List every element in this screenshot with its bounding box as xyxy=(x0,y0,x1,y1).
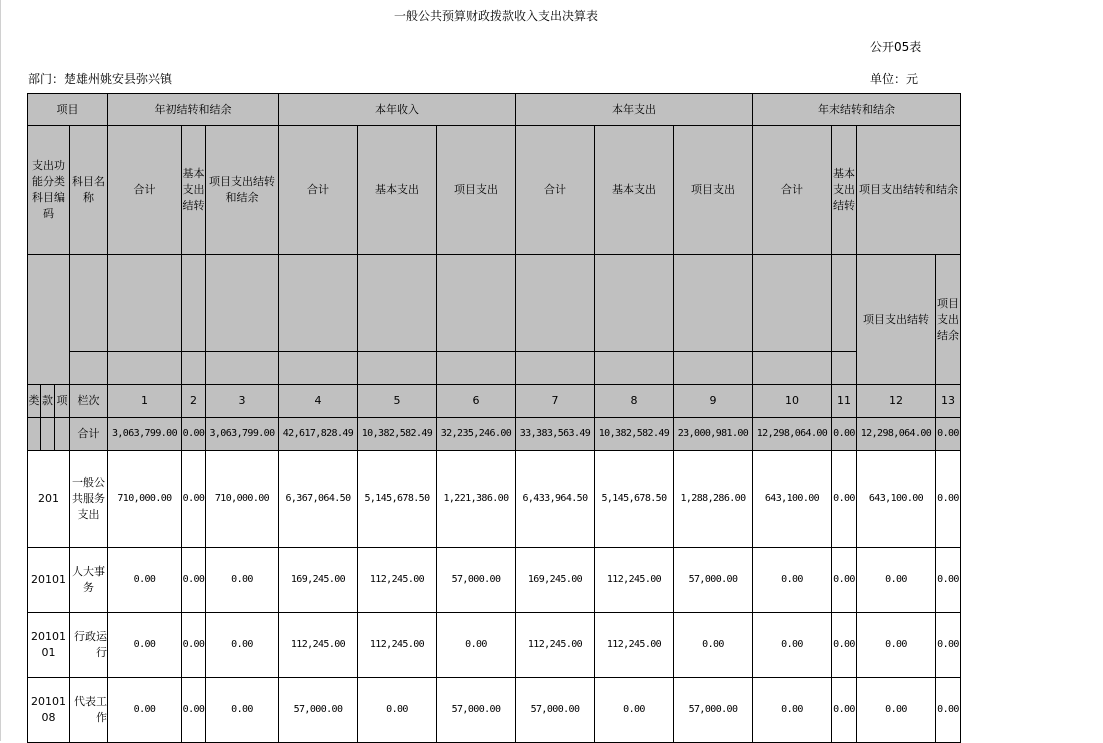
table-row xyxy=(28,613,961,678)
cell-value: 643,100.00 xyxy=(753,451,832,548)
cell-value: 710,000.00 xyxy=(108,451,182,548)
header-subject-name: 科目名称 xyxy=(70,126,108,255)
cell-value: 57,000.00 xyxy=(437,678,516,743)
col-number: 4 xyxy=(279,385,358,418)
header-income-basic: 基本支出 xyxy=(358,126,437,255)
col-number: 10 xyxy=(753,385,832,418)
unit-label: 单位：元 xyxy=(870,72,919,86)
row-code: 2010108 xyxy=(28,678,70,743)
col-number: 13 xyxy=(936,385,961,418)
cell-value: 5,145,678.50 xyxy=(358,451,437,548)
cell-value: 12,298,064.00 xyxy=(857,418,936,451)
department-label: 部门：楚雄州姚安县弥兴镇 xyxy=(28,72,173,86)
cell-value: 112,245.00 xyxy=(358,548,437,613)
cell-value: 42,617,828.49 xyxy=(279,418,358,451)
cell-value: 0.00 xyxy=(108,548,182,613)
header-row-1 xyxy=(28,94,961,126)
cell-value: 6,433,964.50 xyxy=(516,451,595,548)
cell-value: 0.00 xyxy=(206,678,279,743)
header-income-proj: 项目支出 xyxy=(437,126,516,255)
header-row-3 xyxy=(28,255,961,352)
cell-value: 112,245.00 xyxy=(595,613,674,678)
cell-value: 57,000.00 xyxy=(437,548,516,613)
cell-value: 112,245.00 xyxy=(279,613,358,678)
row-name: 合计 xyxy=(70,418,108,451)
header-income: 本年收入 xyxy=(279,94,516,126)
table-row xyxy=(28,678,961,743)
header-col-seq: 栏次 xyxy=(70,385,108,418)
header-proj-surplus: 项目支出结余 xyxy=(936,255,961,385)
cell-value: 112,245.00 xyxy=(595,548,674,613)
cell-value: 0.00 xyxy=(595,678,674,743)
cell-value: 112,245.00 xyxy=(516,613,595,678)
col-number: 3 xyxy=(206,385,279,418)
table-row xyxy=(28,548,961,613)
cell-value: 0.00 xyxy=(936,418,961,451)
report-table xyxy=(27,93,961,743)
cell-value: 3,063,799.00 xyxy=(108,418,182,451)
cell-value: 57,000.00 xyxy=(674,548,753,613)
header-closing-proj-carry: 项目支出结转和结余 xyxy=(857,126,961,255)
cell-value: 0.00 xyxy=(857,548,936,613)
cell-value: 57,000.00 xyxy=(674,678,753,743)
header-expense: 本年支出 xyxy=(516,94,753,126)
row-code: 201 xyxy=(28,451,70,548)
col-number: 7 xyxy=(516,385,595,418)
header-closing: 年末结转和结余 xyxy=(753,94,961,126)
cell-value: 0.00 xyxy=(832,678,857,743)
row-name: 代表工作 xyxy=(70,678,108,743)
cell-value: 1,221,386.00 xyxy=(437,451,516,548)
cell-value: 112,245.00 xyxy=(358,613,437,678)
cell-value: 0.00 xyxy=(108,613,182,678)
cell-value: 23,000,981.00 xyxy=(674,418,753,451)
cell-value: 0.00 xyxy=(753,613,832,678)
cell-value: 0.00 xyxy=(832,613,857,678)
header-closing-basic-carry: 基本支出结转 xyxy=(832,126,857,255)
cell-value: 0.00 xyxy=(108,678,182,743)
cell-value: 3,063,799.00 xyxy=(206,418,279,451)
col-number: 11 xyxy=(832,385,857,418)
table-row-total xyxy=(28,418,961,451)
header-proj-carry-sub: 项目支出结转 xyxy=(857,255,936,385)
cell-value: 0.00 xyxy=(206,548,279,613)
cell-value: 0.00 xyxy=(437,613,516,678)
cell-value: 10,382,582.49 xyxy=(595,418,674,451)
header-opening: 年初结转和结余 xyxy=(108,94,279,126)
cell-value: 0.00 xyxy=(832,451,857,548)
cell-value: 0.00 xyxy=(832,418,857,451)
header-row-2 xyxy=(28,126,961,255)
col-number: 9 xyxy=(674,385,753,418)
cell-value: 710,000.00 xyxy=(206,451,279,548)
cell-value: 0.00 xyxy=(182,418,206,451)
cell-value: 169,245.00 xyxy=(516,548,595,613)
cell-value: 0.00 xyxy=(206,613,279,678)
header-func-code: 支出功能分类科目编码 xyxy=(28,126,70,255)
row-name: 一般公共服务支出 xyxy=(70,451,108,548)
cell-value: 0.00 xyxy=(857,613,936,678)
cell-value: 10,382,582.49 xyxy=(358,418,437,451)
header-opening-total: 合计 xyxy=(108,126,182,255)
cell-value: 0.00 xyxy=(832,548,857,613)
header-xiang: 项 xyxy=(55,385,70,418)
cell-value: 12,298,064.00 xyxy=(753,418,832,451)
cell-value: 0.00 xyxy=(182,548,206,613)
cell-value: 57,000.00 xyxy=(516,678,595,743)
header-lei: 类 xyxy=(28,385,41,418)
cell-value: 169,245.00 xyxy=(279,548,358,613)
report-title: 一般公共预算财政拨款收入支出决算表 xyxy=(393,9,598,23)
col-number: 8 xyxy=(595,385,674,418)
cell-value: 57,000.00 xyxy=(279,678,358,743)
cell-value: 0.00 xyxy=(936,451,961,548)
cell-value: 0.00 xyxy=(936,678,961,743)
cell-value: 0.00 xyxy=(753,548,832,613)
report-code: 公开05表 xyxy=(870,40,922,54)
col-number: 12 xyxy=(857,385,936,418)
col-number: 1 xyxy=(108,385,182,418)
header-row-4 xyxy=(28,352,961,385)
col-number: 2 xyxy=(182,385,206,418)
cell-value: 643,100.00 xyxy=(857,451,936,548)
header-expense-basic: 基本支出 xyxy=(595,126,674,255)
cell-value: 0.00 xyxy=(182,613,206,678)
header-closing-total: 合计 xyxy=(753,126,832,255)
header-project: 项目 xyxy=(28,94,108,126)
cell-value: 0.00 xyxy=(182,451,206,548)
cell-value: 0.00 xyxy=(358,678,437,743)
cell-value: 0.00 xyxy=(674,613,753,678)
header-income-total: 合计 xyxy=(279,126,358,255)
cell-value: 0.00 xyxy=(857,678,936,743)
cell-value: 33,383,563.49 xyxy=(516,418,595,451)
column-number-row xyxy=(28,385,961,418)
header-opening-basic-carry: 基本支出结转 xyxy=(182,126,206,255)
col-number: 5 xyxy=(358,385,437,418)
cell-value: 0.00 xyxy=(182,678,206,743)
cell-value: 5,145,678.50 xyxy=(595,451,674,548)
row-name: 行政运行 xyxy=(70,613,108,678)
header-expense-proj: 项目支出 xyxy=(674,126,753,255)
row-code: 2010101 xyxy=(28,613,70,678)
cell-value: 6,367,064.50 xyxy=(279,451,358,548)
cell-value: 1,288,286.00 xyxy=(674,451,753,548)
col-number: 6 xyxy=(437,385,516,418)
header-expense-total: 合计 xyxy=(516,126,595,255)
row-name: 人大事务 xyxy=(70,548,108,613)
header-opening-proj-carry: 项目支出结转和结余 xyxy=(206,126,279,255)
header-kuan: 款 xyxy=(41,385,55,418)
cell-value: 0.00 xyxy=(753,678,832,743)
cell-value: 0.00 xyxy=(936,613,961,678)
cell-value: 0.00 xyxy=(936,548,961,613)
cell-value: 32,235,246.00 xyxy=(437,418,516,451)
row-code: 20101 xyxy=(28,548,70,613)
table-row xyxy=(28,451,961,548)
